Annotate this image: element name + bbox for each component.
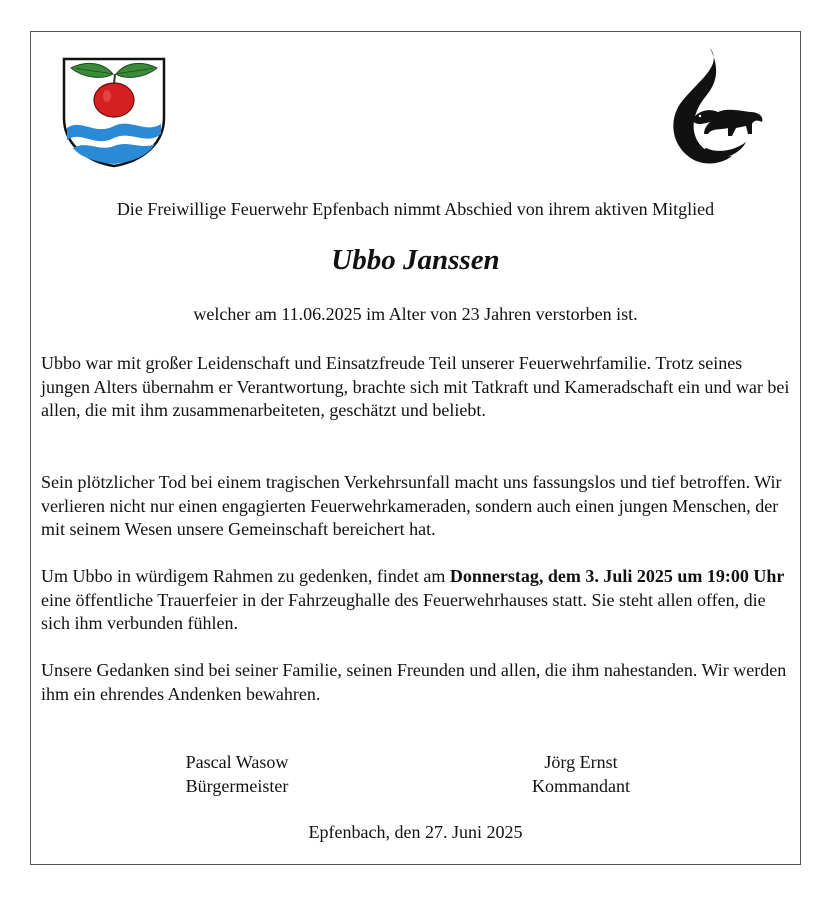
memorial-text-before: Um Ubbo in würdigem Rahmen zu gedenken, findet am [41, 566, 450, 586]
memorial-date-time: Donnerstag, dem 3. Juli 2025 um 19:00 Uhr [449, 566, 785, 586]
signature-commander [461, 750, 701, 798]
death-date-line: welcher am 11.06.2025 im Alter von 23 Jahren verstorben ist. [193, 304, 638, 324]
signature-name: Pascal Wasow [185, 752, 289, 772]
signature-mayor [117, 750, 357, 798]
paragraph-closing: Unsere Gedanken sind bei seiner Familie, seinen Freunden und allen, die ihm nahestanden. Wir werden ihm ein ehrendes Andenken bewahren. [41, 660, 787, 704]
signature-role: Kommandant [532, 776, 630, 796]
signature-name: Jörg Ernst [544, 752, 618, 772]
signature-role: Bürgermeister [185, 776, 289, 796]
fire-brigade-flame-lion-icon [666, 46, 768, 166]
paragraph-loss: Sein plötzlicher Tod bei einem tragischen Verkehrsunfall macht uns fassungslos und tief betroffen. Wir verlieren nicht nur einen engagierten Feuerwehrkameraden, sondern auch einen jungen Menschen, der mit seinem Wesen unsere Gemeinschaft bereichert hat. [41, 472, 782, 539]
deceased-name: Ubbo Janssen [331, 244, 500, 276]
paragraph-memorial [41, 565, 793, 636]
intro-text: Die Freiwillige Feuerwehr Epfenbach nimmt Abschied von ihrem aktiven Mitglied [116, 199, 715, 219]
paragraph-tribute: Ubbo war mit großer Leidenschaft und Einsatzfreude Teil unserer Feuerwehrfamilie. Trotz seines jungen Alters übernahm er Verantwortung, brachte sich mit Tatkraft und Kameradschaft ein und war bei allen, die mit ihm zusammenarbeiteten, geschätzt und beliebt. [41, 353, 790, 420]
coat-of-arms-icon [61, 56, 167, 168]
place-date: Epfenbach, den 27. Juni 2025 [308, 822, 523, 842]
memorial-text-after: eine öffentliche Trauerfeier in der Fahrzeughalle des Feuerwehrhauses statt. Sie steht allen offen, die sich ihm verbunden fühlen. [41, 589, 766, 633]
